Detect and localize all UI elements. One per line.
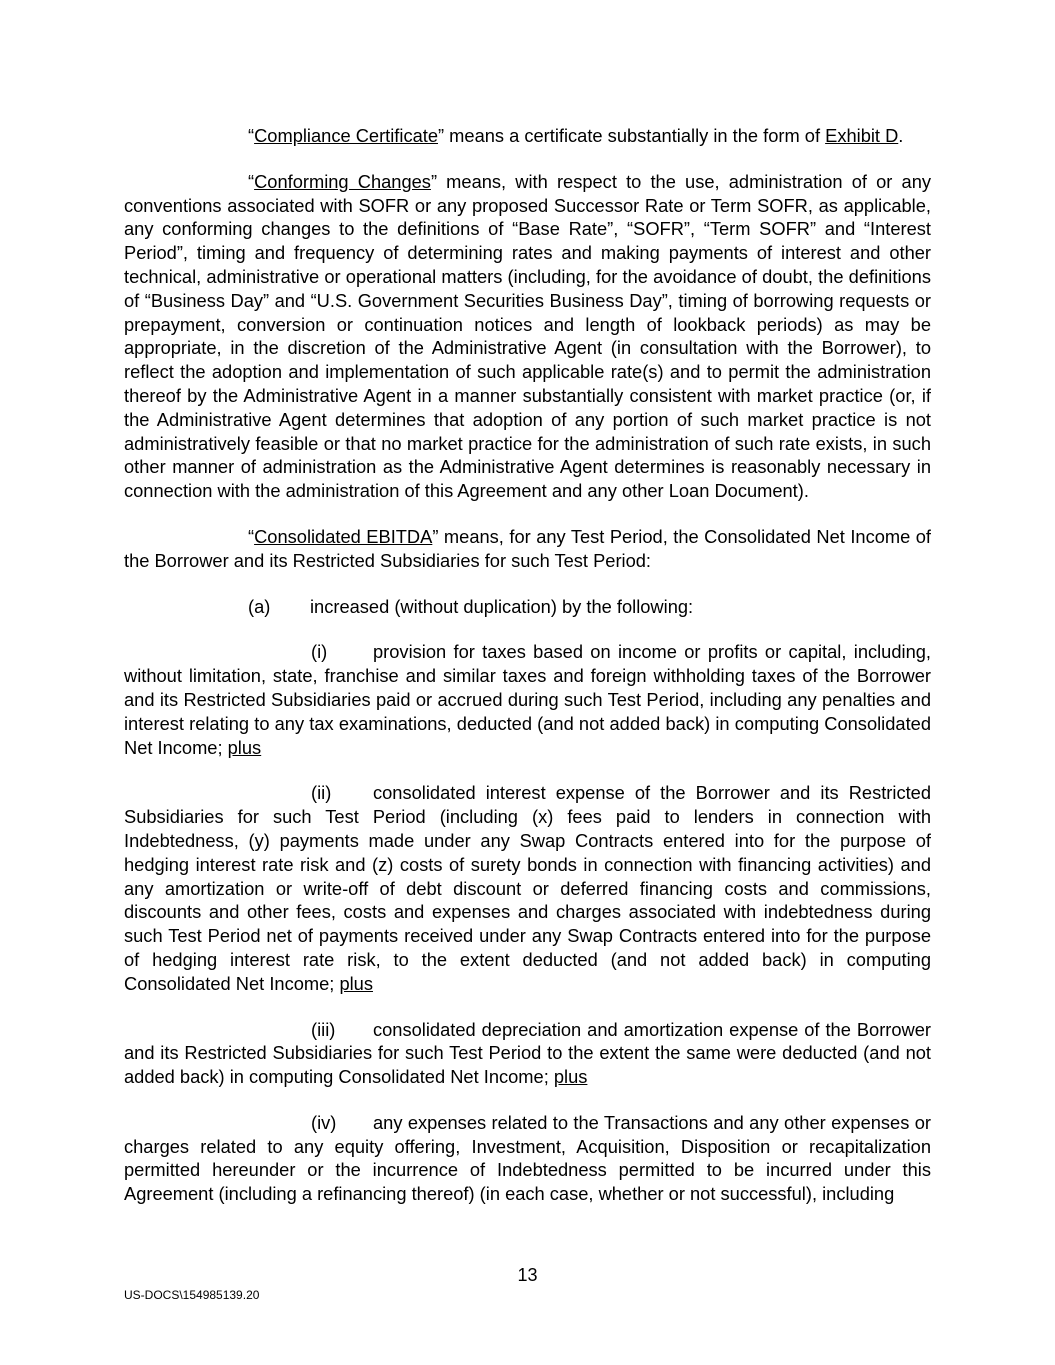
page-body (124, 124, 931, 1228)
plus-term: plus (339, 972, 373, 994)
clause-label: (i) (311, 641, 328, 663)
clause-label: (iii) (311, 1018, 336, 1040)
plus-term: plus (227, 736, 262, 758)
clause-label: (a) (248, 595, 271, 617)
clause-a: (a) increased (without duplication) by the following: (248, 595, 694, 617)
clause-item-i: (i) provision for taxes based on income or profits or capital, including, without limitation, state, franchise and similar taxes and foreign withholding taxes of the Borrower and its Restricted Subsidiaries paid or accrued during such Test Period, including any penalties and interest relating to any tax examinations, deducted (and not added back) in computing Consolidated Net Income; plus (124, 641, 931, 758)
defined-term: Consolidated EBITDA (254, 525, 433, 547)
defined-term: Conforming Changes (254, 170, 431, 192)
document-id: US-DOCS\154985139.20 (124, 1288, 260, 1302)
plus-term: plus (553, 1066, 588, 1088)
exhibit-reference: Exhibit D (825, 125, 899, 146)
definition-conforming-changes: “Conforming Changes” means, with respect to the use, administration of or any conventions associated with SOFR or any proposed Successor Rate or Term SOFR, as applicable, any conforming changes to the definitions of “Base Rate”, “SOFR”, “Term SOFR” and “Interest Period”, timing and frequency of determining rates and making payments of interest and other technical, administrative or operational matters (including, for the avoidance of doubt, the definitions of “Business Day” and “U.S. Government Securities Business Day”, timing of borrowing requests or prepayment, conversion or continuation notices and length of lookback periods) as may be appropriate, in the discretion of the Administrative Agent (in consultation with the Borrower), to reflect the adoption and implementation of such applicable rate(s) and to permit the administration thereof by the Administrative Agent in a manner substantially consistent with market practice (or, if the Administrative Agent determines that adoption of any portion of such market practice is not administratively feasible or that no market practice for the administration of such rate exists, in such other manner of administration as the Administrative Agent determines is reasonably necessary in connection with the administration of this Agreement and any other Loan Document). (124, 170, 931, 502)
defined-term: Compliance Certificate (254, 125, 438, 146)
clause-item-iv: (iv) any expenses related to the Transactions and any other expenses or charges related to any equity offering, Investment, Acquisition, Disposition or recapitalization permitted hereunder or the incurrence of Indebtedness permitted to be incurred under this Agreement (including a refinancing thereof) (in each case, whether or not successful), including (124, 1111, 931, 1205)
definition-compliance-certificate: “Compliance Certificate” means a certificate substantially in the form of Exhibit D. (248, 125, 904, 146)
definition-consolidated-ebitda: “Consolidated EBITDA” means, for any Test Period, the Consolidated Net Income of the Borrower and its Restricted Subsidiaries for such Test Period: (124, 525, 932, 571)
page-number: 13 (517, 1265, 538, 1285)
clause-item-iii: (iii) consolidated depreciation and amortization expense of the Borrower and its Restricted Subsidiaries for such Test Period to the extent the same were deducted (and not added back) in computing Consolidated Net Income; plus (124, 1018, 931, 1088)
clause-label: (ii) (311, 782, 332, 804)
clause-item-ii: (ii) consolidated interest expense of the Borrower and its Restricted Subsidiaries for such Test Period (including (x) fees paid to lenders in connection with Indebtedness, (y) payments made under any Swap Contracts entered into for the purpose of hedging interest rate risk and (z) costs of surety bonds in connection with financing activities) and any amortization or write-off of debt discount or deferred financing costs and commissions, discounts and other fees, costs and expenses and charges associated with indebtedness during such Test Period net of payments received under any Swap Contracts entered into for the purpose of hedging interest rate risk, to the extent deducted (and not added back) in computing Consolidated Net Income; plus (124, 782, 931, 994)
clause-label: (iv) (311, 1111, 337, 1133)
